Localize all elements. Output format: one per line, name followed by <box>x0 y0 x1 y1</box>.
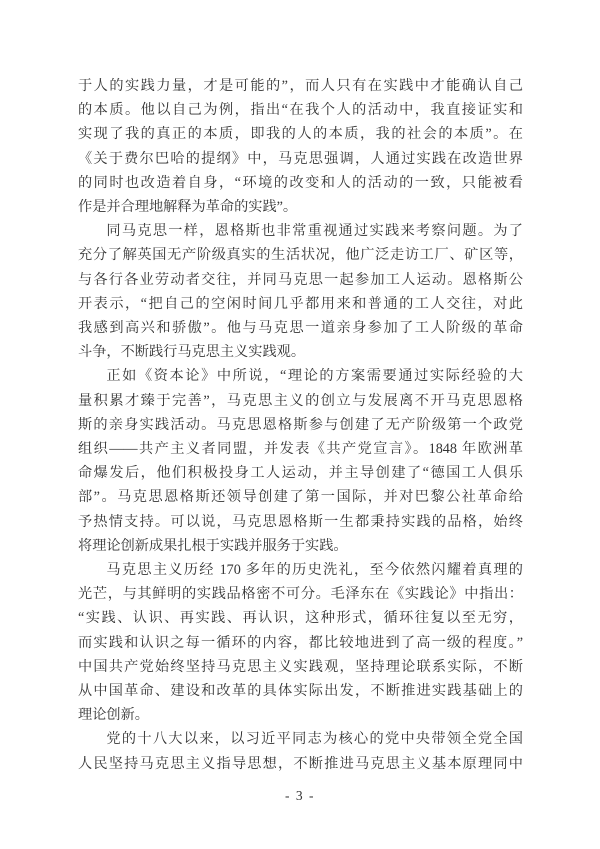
text-line: 斗争，不断践行马克思主义实践观。 <box>78 344 306 361</box>
text-line: 与各行各业劳动者交往，并同马克思一起参加工人运动。恩格斯公 <box>78 271 523 288</box>
document-body <box>78 74 523 776</box>
paragraph-1 <box>78 74 523 219</box>
text-line: 马克思主义历经 170 多年的历史洗礼，至今依然闪耀着真理的 <box>106 562 523 579</box>
text-line: 开表示，“把自己的空闲时间几乎都用来和普通的工人交往，对此 <box>78 295 523 312</box>
text-line: 中国共产党始终坚持马克思主义实践观，坚持理论联系实际，不断 <box>78 658 523 675</box>
text-line: 充分了解英国无产阶级真实的生活状况，他广泛走访工厂、矿区等， <box>78 247 523 264</box>
text-line: 部”。马克思恩格斯还领导创建了第一国际，并对巴黎公社革命给 <box>78 489 523 506</box>
text-line: 予热情支持。可以说，马克思恩格斯一生都秉持实践的品格，始终 <box>78 513 523 530</box>
paragraph-3 <box>78 364 523 558</box>
text-line: 同马克思一样，恩格斯也非常重视通过实践来考察问题。为了 <box>106 223 523 240</box>
paragraph-2 <box>78 219 523 364</box>
text-line: 组织——共产主义者同盟，并发表《共产党宣言》。1848 年欧洲革 <box>78 441 523 458</box>
text-line: 理论创新。 <box>78 707 149 724</box>
text-line: 于人的实践力量，才是可能的”，而人只有在实践中才能确认自己 <box>78 78 523 94</box>
text-line: 量积累才臻于完善”，马克思主义的创立与发展离不开马克思恩格 <box>78 392 523 409</box>
text-line: 而实践和认识之每一循环的内容，都比较地进到了高一级的程度。” <box>78 634 523 651</box>
text-line: 作是并合理地解释为革命的实践”。 <box>78 199 298 216</box>
text-line: 人民坚持马克思主义指导思想，不断推进马克思主义基本原理同中 <box>78 755 523 772</box>
text-line: 《关于费尔巴哈的提纲》中，马克思强调，人通过实践在改造世界 <box>78 150 523 167</box>
text-line: 将理论创新成果扎根于实践并服务于实践。 <box>78 537 348 554</box>
text-line: 实现了我的真正的本质，即我的人的本质，我的社会的本质”。在 <box>78 126 523 143</box>
paragraph-4 <box>78 558 523 727</box>
paragraph-5 <box>78 727 523 775</box>
text-line: 的同时也改造着自身，“环境的改变和人的活动的一致，只能被看 <box>78 174 523 191</box>
text-line: 的本质。他以自己为例，指出“在我个人的活动中，我直接证实和 <box>78 102 523 119</box>
page-number: - 3 - <box>285 788 315 803</box>
text-line: 光芒，与其鲜明的实践品格密不可分。毛泽东在《实践论》中指出： <box>78 586 523 603</box>
text-line: 党的十八大以来，以习近平同志为核心的党中央带领全党全国 <box>106 731 523 748</box>
text-line: 我感到高兴和骄傲”。他与马克思一道亲身参加了工人阶级的革命 <box>78 320 523 337</box>
text-line: 斯的亲身实践活动。马克思恩格斯参与创建了无产阶级第一个政党 <box>78 416 523 433</box>
text-line: 命爆发后，他们积极投身工人运动，并主导创建了“德国工人俱乐 <box>78 465 523 482</box>
text-line: “实践、认识、再实践、再认识，这种形式，循环往复以至无穷， <box>78 610 523 627</box>
text-line: 从中国革命、建设和改革的具体实际出发，不断推进实践基础上的 <box>78 683 523 700</box>
text-line: 正如《资本论》中所说，“理论的方案需要通过实际经验的大 <box>106 368 523 385</box>
